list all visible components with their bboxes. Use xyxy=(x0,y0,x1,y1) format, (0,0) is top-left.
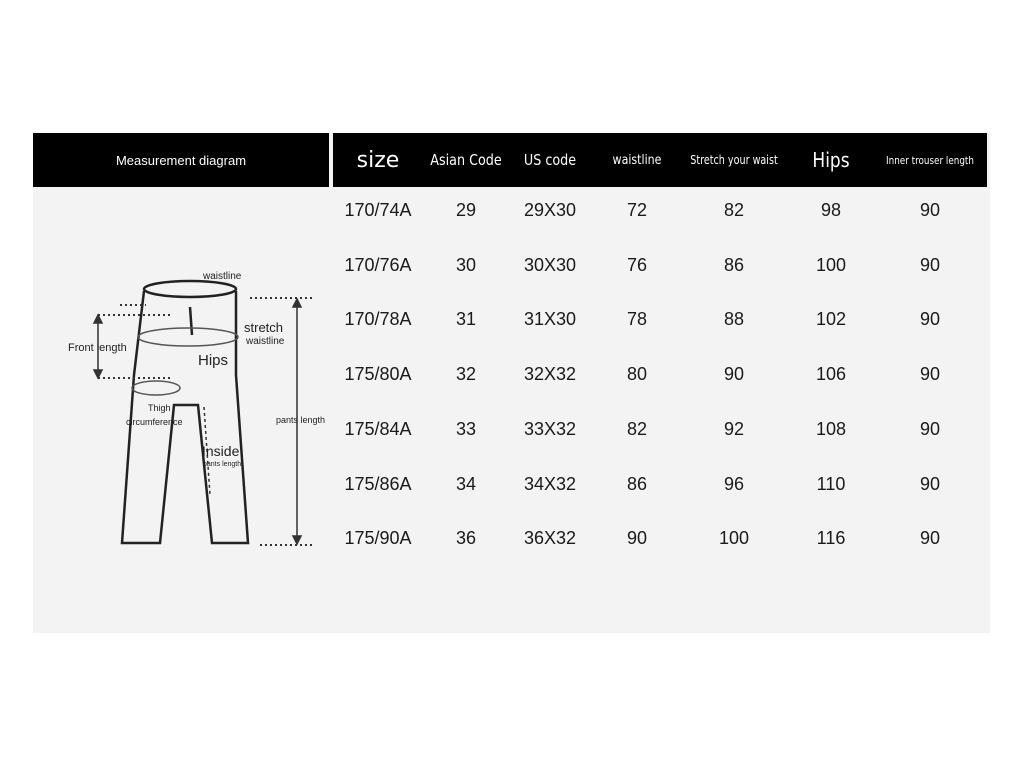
table-cell: 90 xyxy=(723,364,745,385)
table-cell: 170/76A xyxy=(344,254,412,275)
table-cell: 86 xyxy=(626,473,648,494)
table-cell: 90 xyxy=(919,418,941,439)
column-header-2: US code xyxy=(523,151,577,169)
table-cell: 108 xyxy=(815,418,847,439)
table-cell: 33 xyxy=(455,418,477,439)
inside-pants-length-label: pants length xyxy=(203,461,242,468)
table-cell: 30 xyxy=(455,254,477,275)
inside-label: Inside xyxy=(202,443,240,459)
stretch-label: stretch xyxy=(244,320,284,335)
column-header-0: size xyxy=(356,147,400,173)
table-cell: 90 xyxy=(919,364,941,385)
column-header-3: waistline xyxy=(612,152,662,168)
table-cell: 106 xyxy=(815,364,847,385)
table-cell: 34X32 xyxy=(523,473,577,494)
table-cell: 29 xyxy=(455,200,477,220)
thigh-label: Thigh xyxy=(148,403,171,413)
stretch-waistline-label: waistline xyxy=(246,336,285,347)
pants-length-label: pants length xyxy=(276,415,326,425)
table-cell: 96 xyxy=(723,473,745,494)
diagram-header xyxy=(33,133,329,187)
table-cell: 31X30 xyxy=(523,309,577,330)
table-header xyxy=(333,133,987,187)
pants-outline xyxy=(122,281,248,543)
table-cell: 175/80A xyxy=(344,364,412,385)
table-cell: 175/84A xyxy=(344,418,412,439)
table-cell: 33X32 xyxy=(523,418,577,439)
table-cell: 34 xyxy=(455,473,477,494)
table-cell: 78 xyxy=(626,309,648,330)
table-cell: 29X30 xyxy=(523,200,577,220)
table-cell: 76 xyxy=(626,254,648,275)
table-cell: 72 xyxy=(626,200,648,220)
table-cell: 31 xyxy=(455,309,477,330)
hips-label: Hips xyxy=(198,352,229,369)
table-cell: 86 xyxy=(723,254,745,275)
table-cell: 100 xyxy=(815,254,847,275)
table-cell: 90 xyxy=(919,528,941,549)
table-cell: 102 xyxy=(815,309,847,330)
table-cell: 80 xyxy=(626,364,648,385)
circumference-label: circumference xyxy=(126,417,183,427)
table-cell: 88 xyxy=(723,309,745,330)
table-cell: 170/78A xyxy=(344,309,412,330)
table-cell: 90 xyxy=(919,254,941,275)
diagram-title: Measurement diagram xyxy=(115,152,247,168)
table-cell: 82 xyxy=(723,200,745,220)
table-cell: 36X32 xyxy=(523,528,577,549)
front-length-label: Front length xyxy=(68,342,127,354)
column-header-4: Stretch your waist xyxy=(690,153,778,167)
column-header-6: Inner trouser length xyxy=(886,153,974,167)
table-cell: 170/74A xyxy=(344,200,412,220)
table-cell: 30X30 xyxy=(523,254,577,275)
waistline-label: waistline xyxy=(203,271,242,282)
table-cell: 175/86A xyxy=(344,473,412,494)
table-cell: 90 xyxy=(919,309,941,330)
table-cell: 100 xyxy=(718,528,750,549)
table-cell: 98 xyxy=(820,200,842,220)
table-cell: 32X32 xyxy=(523,364,577,385)
column-header-1: Asian Code xyxy=(430,151,502,169)
table-cell: 90 xyxy=(626,528,648,549)
table-cell: 116 xyxy=(816,528,846,549)
hip-line xyxy=(138,328,238,346)
table-cell: 36 xyxy=(455,528,477,549)
table-cell: 90 xyxy=(919,200,941,220)
table-cell: 32 xyxy=(455,364,477,385)
pants-measurement-diagram xyxy=(60,255,330,555)
table-cell: 90 xyxy=(919,473,941,494)
table-cell: 82 xyxy=(626,418,648,439)
table-cell: 92 xyxy=(723,418,745,439)
table-cell: 175/90A xyxy=(344,528,412,549)
table-cell: 110 xyxy=(816,473,846,494)
column-header-5: Hips xyxy=(812,148,850,172)
thigh-line xyxy=(132,381,180,395)
